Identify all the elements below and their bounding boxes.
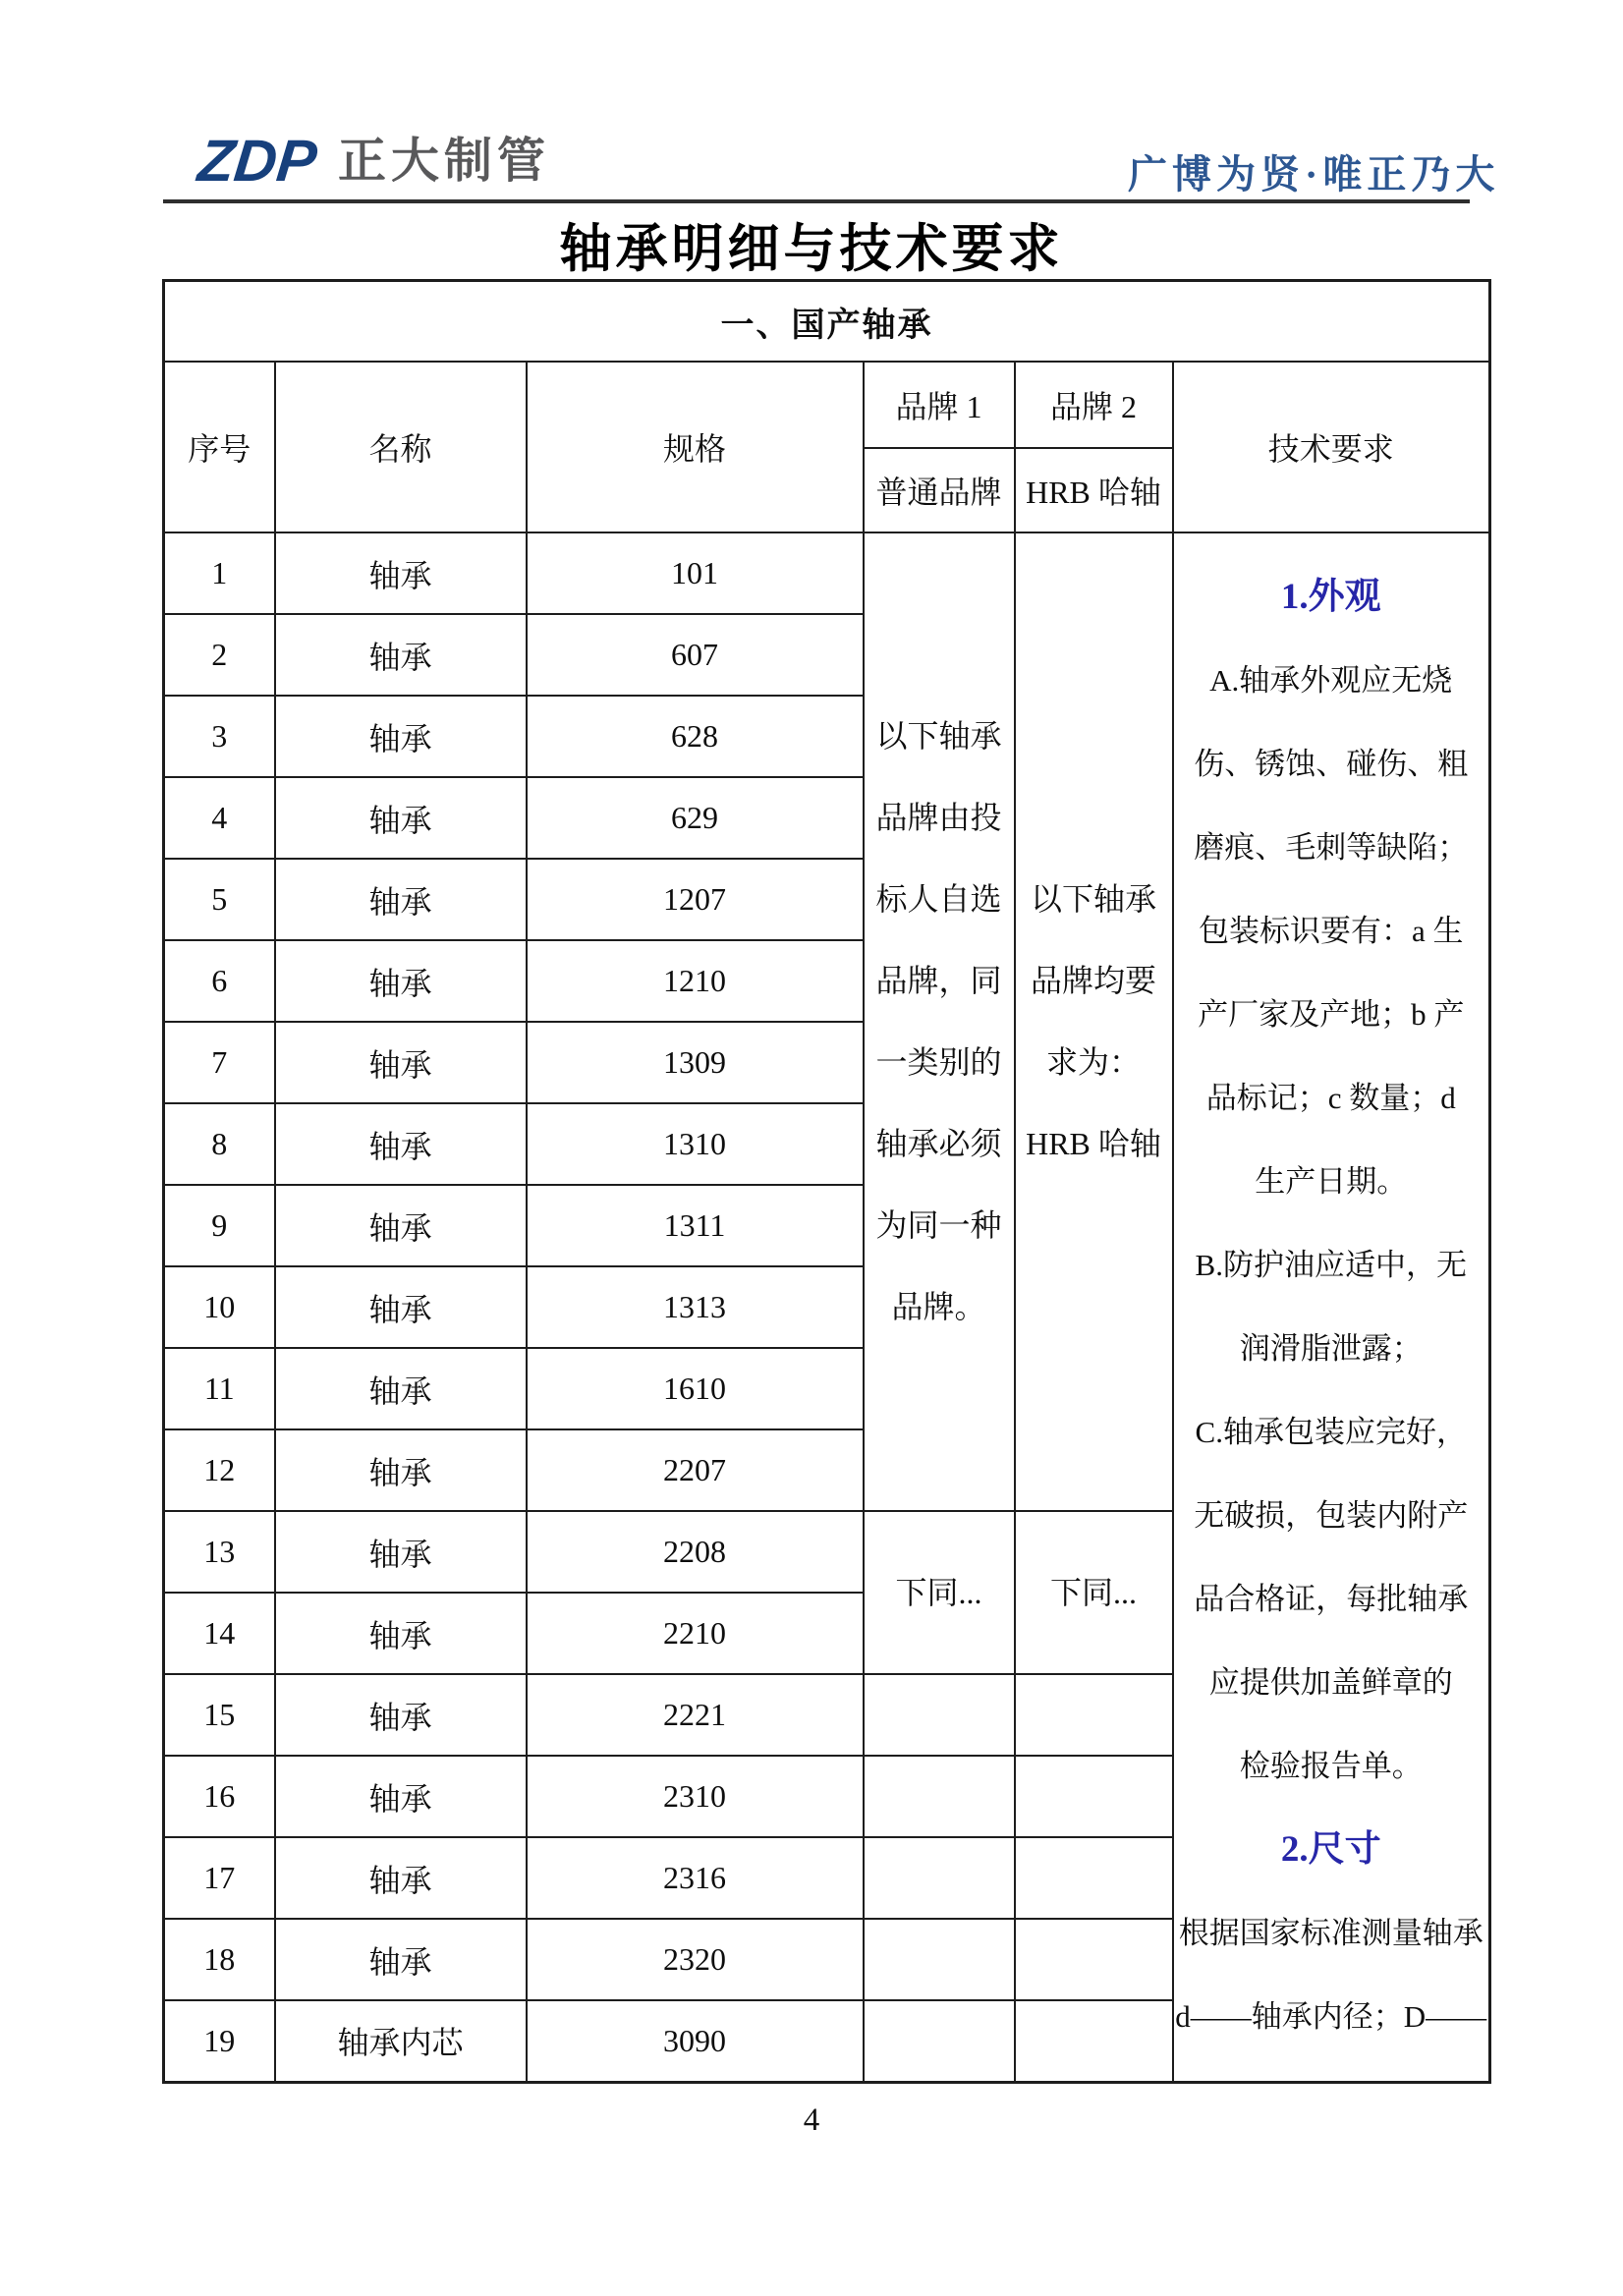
empty-brand1-cell bbox=[864, 1837, 1015, 1919]
table-row bbox=[164, 532, 1490, 614]
tech-line: 产厂家及产地；b 产 bbox=[1198, 997, 1465, 1033]
col-header-brand2: 品牌 2 bbox=[1015, 362, 1173, 448]
empty-brand2-cell bbox=[1015, 1919, 1173, 2000]
row-number-cell: 7 bbox=[164, 1022, 275, 1103]
empty-brand2-cell bbox=[1015, 1674, 1173, 1756]
tech-line: 品标记；c 数量；d bbox=[1205, 1081, 1456, 1116]
col-header-no: 序号 bbox=[164, 362, 275, 532]
tech-line: C.轴承包装应完好， bbox=[1195, 1415, 1467, 1450]
page-number: 4 bbox=[803, 2102, 820, 2138]
row-number-cell: 3 bbox=[164, 696, 275, 777]
row-number-cell: 10 bbox=[164, 1266, 275, 1348]
tech-line: A.轴承外观应无烧 bbox=[1209, 663, 1453, 699]
spec-cell: 1310 bbox=[527, 1103, 864, 1185]
empty-brand2-cell bbox=[1015, 1837, 1173, 1919]
table-body bbox=[164, 281, 1490, 2083]
col-header-brand1: 品牌 1 bbox=[864, 362, 1015, 448]
row-number-cell: 9 bbox=[164, 1185, 275, 1266]
bearing-name-cell: 轴承 bbox=[275, 1674, 527, 1756]
company-name: 正大制管 bbox=[338, 135, 551, 188]
company-slogan: 广博为贤·唯正乃大 bbox=[1128, 152, 1500, 196]
bearing-name-cell: 轴承 bbox=[275, 1837, 527, 1919]
spec-cell: 607 bbox=[527, 614, 864, 696]
spec-cell: 628 bbox=[527, 696, 864, 777]
spec-cell: 101 bbox=[527, 532, 864, 614]
bearing-name-cell: 轴承内芯 bbox=[275, 2000, 527, 2082]
col-header-name: 名称 bbox=[275, 362, 527, 532]
spec-cell: 1309 bbox=[527, 1022, 864, 1103]
ditto-cell-brand1: 下同... bbox=[864, 1511, 1015, 1674]
spec-cell: 2316 bbox=[527, 1837, 864, 1919]
bearing-name-cell: 轴承 bbox=[275, 532, 527, 614]
row-number-cell: 6 bbox=[164, 940, 275, 1022]
empty-brand2-cell bbox=[1015, 1756, 1173, 1837]
row-number-cell: 13 bbox=[164, 1511, 275, 1593]
bearing-name-cell: 轴承 bbox=[275, 1022, 527, 1103]
bearing-name-cell: 轴承 bbox=[275, 696, 527, 777]
section-header-row bbox=[164, 281, 1490, 363]
row-number-cell: 8 bbox=[164, 1103, 275, 1185]
bearing-table bbox=[162, 279, 1491, 2084]
tech-line: 生产日期。 bbox=[1255, 1164, 1408, 1200]
row-number-cell: 2 bbox=[164, 614, 275, 696]
spec-cell: 1313 bbox=[527, 1266, 864, 1348]
bearing-name-cell: 轴承 bbox=[275, 940, 527, 1022]
row-number-cell: 5 bbox=[164, 859, 275, 940]
spec-cell: 2208 bbox=[527, 1511, 864, 1593]
tech-line: 无破损，包装内附产 bbox=[1194, 1498, 1469, 1534]
row-number-cell: 12 bbox=[164, 1429, 275, 1511]
bearing-name-cell: 轴承 bbox=[275, 1185, 527, 1266]
row-number-cell: 16 bbox=[164, 1756, 275, 1837]
row-number-cell: 19 bbox=[164, 2000, 275, 2082]
tech-line: B.防护油应适中，无 bbox=[1195, 1248, 1467, 1283]
tech-line: 磨痕、毛刺等缺陷； bbox=[1194, 830, 1469, 866]
bearing-name-cell: 轴承 bbox=[275, 1919, 527, 2000]
tech-line: 包装标识要有：a 生 bbox=[1198, 914, 1464, 949]
row-number-cell: 11 bbox=[164, 1348, 275, 1429]
tech-line: 润滑脂泄露； bbox=[1239, 1331, 1423, 1367]
spec-cell: 1311 bbox=[527, 1185, 864, 1266]
col-header-brand2-sub: HRB 哈轴 bbox=[1015, 448, 1173, 532]
tech-line: d——轴承内径；D—— bbox=[1175, 1999, 1487, 2035]
table-section-header: 一、国产轴承 bbox=[164, 281, 1490, 363]
tech-line: 伤、锈蚀、碰伤、粗 bbox=[1194, 747, 1469, 782]
tech-line: 品合格证，每批轴承 bbox=[1194, 1582, 1469, 1617]
header-rule bbox=[163, 199, 1470, 203]
col-header-brand1-sub: 普通品牌 bbox=[864, 448, 1015, 532]
row-number-cell: 15 bbox=[164, 1674, 275, 1756]
bearing-name-cell: 轴承 bbox=[275, 1593, 527, 1674]
tech-line: 根据国家标准测量轴承 bbox=[1178, 1916, 1483, 1951]
bearing-name-cell: 轴承 bbox=[275, 1348, 527, 1429]
spec-cell: 1610 bbox=[527, 1348, 864, 1429]
bearing-name-cell: 轴承 bbox=[275, 1429, 527, 1511]
row-number-cell: 4 bbox=[164, 777, 275, 859]
page-title: 轴承明细与技术要求 bbox=[559, 221, 1064, 278]
row-number-cell: 18 bbox=[164, 1919, 275, 2000]
ditto-cell-brand2: 下同... bbox=[1015, 1511, 1173, 1674]
zdp-logo-mark: ZDP bbox=[195, 128, 320, 194]
spec-cell: 2221 bbox=[527, 1674, 864, 1756]
tech-requirements-cell bbox=[1173, 532, 1490, 2082]
row-number-cell: 14 bbox=[164, 1593, 275, 1674]
spec-cell: 3090 bbox=[527, 2000, 864, 2082]
bearing-name-cell: 轴承 bbox=[275, 859, 527, 940]
bearing-name-cell: 轴承 bbox=[275, 1103, 527, 1185]
tech-section-heading: 2.尺寸 bbox=[1280, 1829, 1381, 1871]
tech-line: 应提供加盖鲜章的 bbox=[1208, 1665, 1453, 1701]
brand-logo bbox=[195, 128, 551, 194]
empty-brand1-cell bbox=[864, 2000, 1015, 2082]
spec-cell: 629 bbox=[527, 777, 864, 859]
row-number-cell: 17 bbox=[164, 1837, 275, 1919]
tech-section-heading: 1.外观 bbox=[1280, 577, 1381, 618]
tech-line: 检验报告单。 bbox=[1239, 1749, 1423, 1784]
bearing-name-cell: 轴承 bbox=[275, 614, 527, 696]
spec-cell: 2210 bbox=[527, 1593, 864, 1674]
row-number-cell: 1 bbox=[164, 532, 275, 614]
bearing-name-cell: 轴承 bbox=[275, 1266, 527, 1348]
empty-brand1-cell bbox=[864, 1919, 1015, 2000]
col-header-spec: 规格 bbox=[527, 362, 864, 532]
spec-cell: 2320 bbox=[527, 1919, 864, 2000]
empty-brand1-cell bbox=[864, 1756, 1015, 1837]
empty-brand2-cell bbox=[1015, 2000, 1173, 2082]
bearing-name-cell: 轴承 bbox=[275, 1511, 527, 1593]
spec-cell: 2207 bbox=[527, 1429, 864, 1511]
empty-brand1-cell bbox=[864, 1674, 1015, 1756]
bearing-name-cell: 轴承 bbox=[275, 777, 527, 859]
spec-cell: 2310 bbox=[527, 1756, 864, 1837]
col-header-tech: 技术要求 bbox=[1173, 362, 1490, 532]
bearing-name-cell: 轴承 bbox=[275, 1756, 527, 1837]
brand1-note-cell: 以下轴承 品牌由投 标人自选 品牌，同 一类别的 轴承必须 为同一种 品牌。 bbox=[864, 532, 1015, 1511]
spec-cell: 1207 bbox=[527, 859, 864, 940]
spec-cell: 1210 bbox=[527, 940, 864, 1022]
column-header-row bbox=[164, 362, 1490, 448]
brand2-note-cell: 以下轴承 品牌均要 求为： HRB 哈轴 bbox=[1015, 532, 1173, 1511]
